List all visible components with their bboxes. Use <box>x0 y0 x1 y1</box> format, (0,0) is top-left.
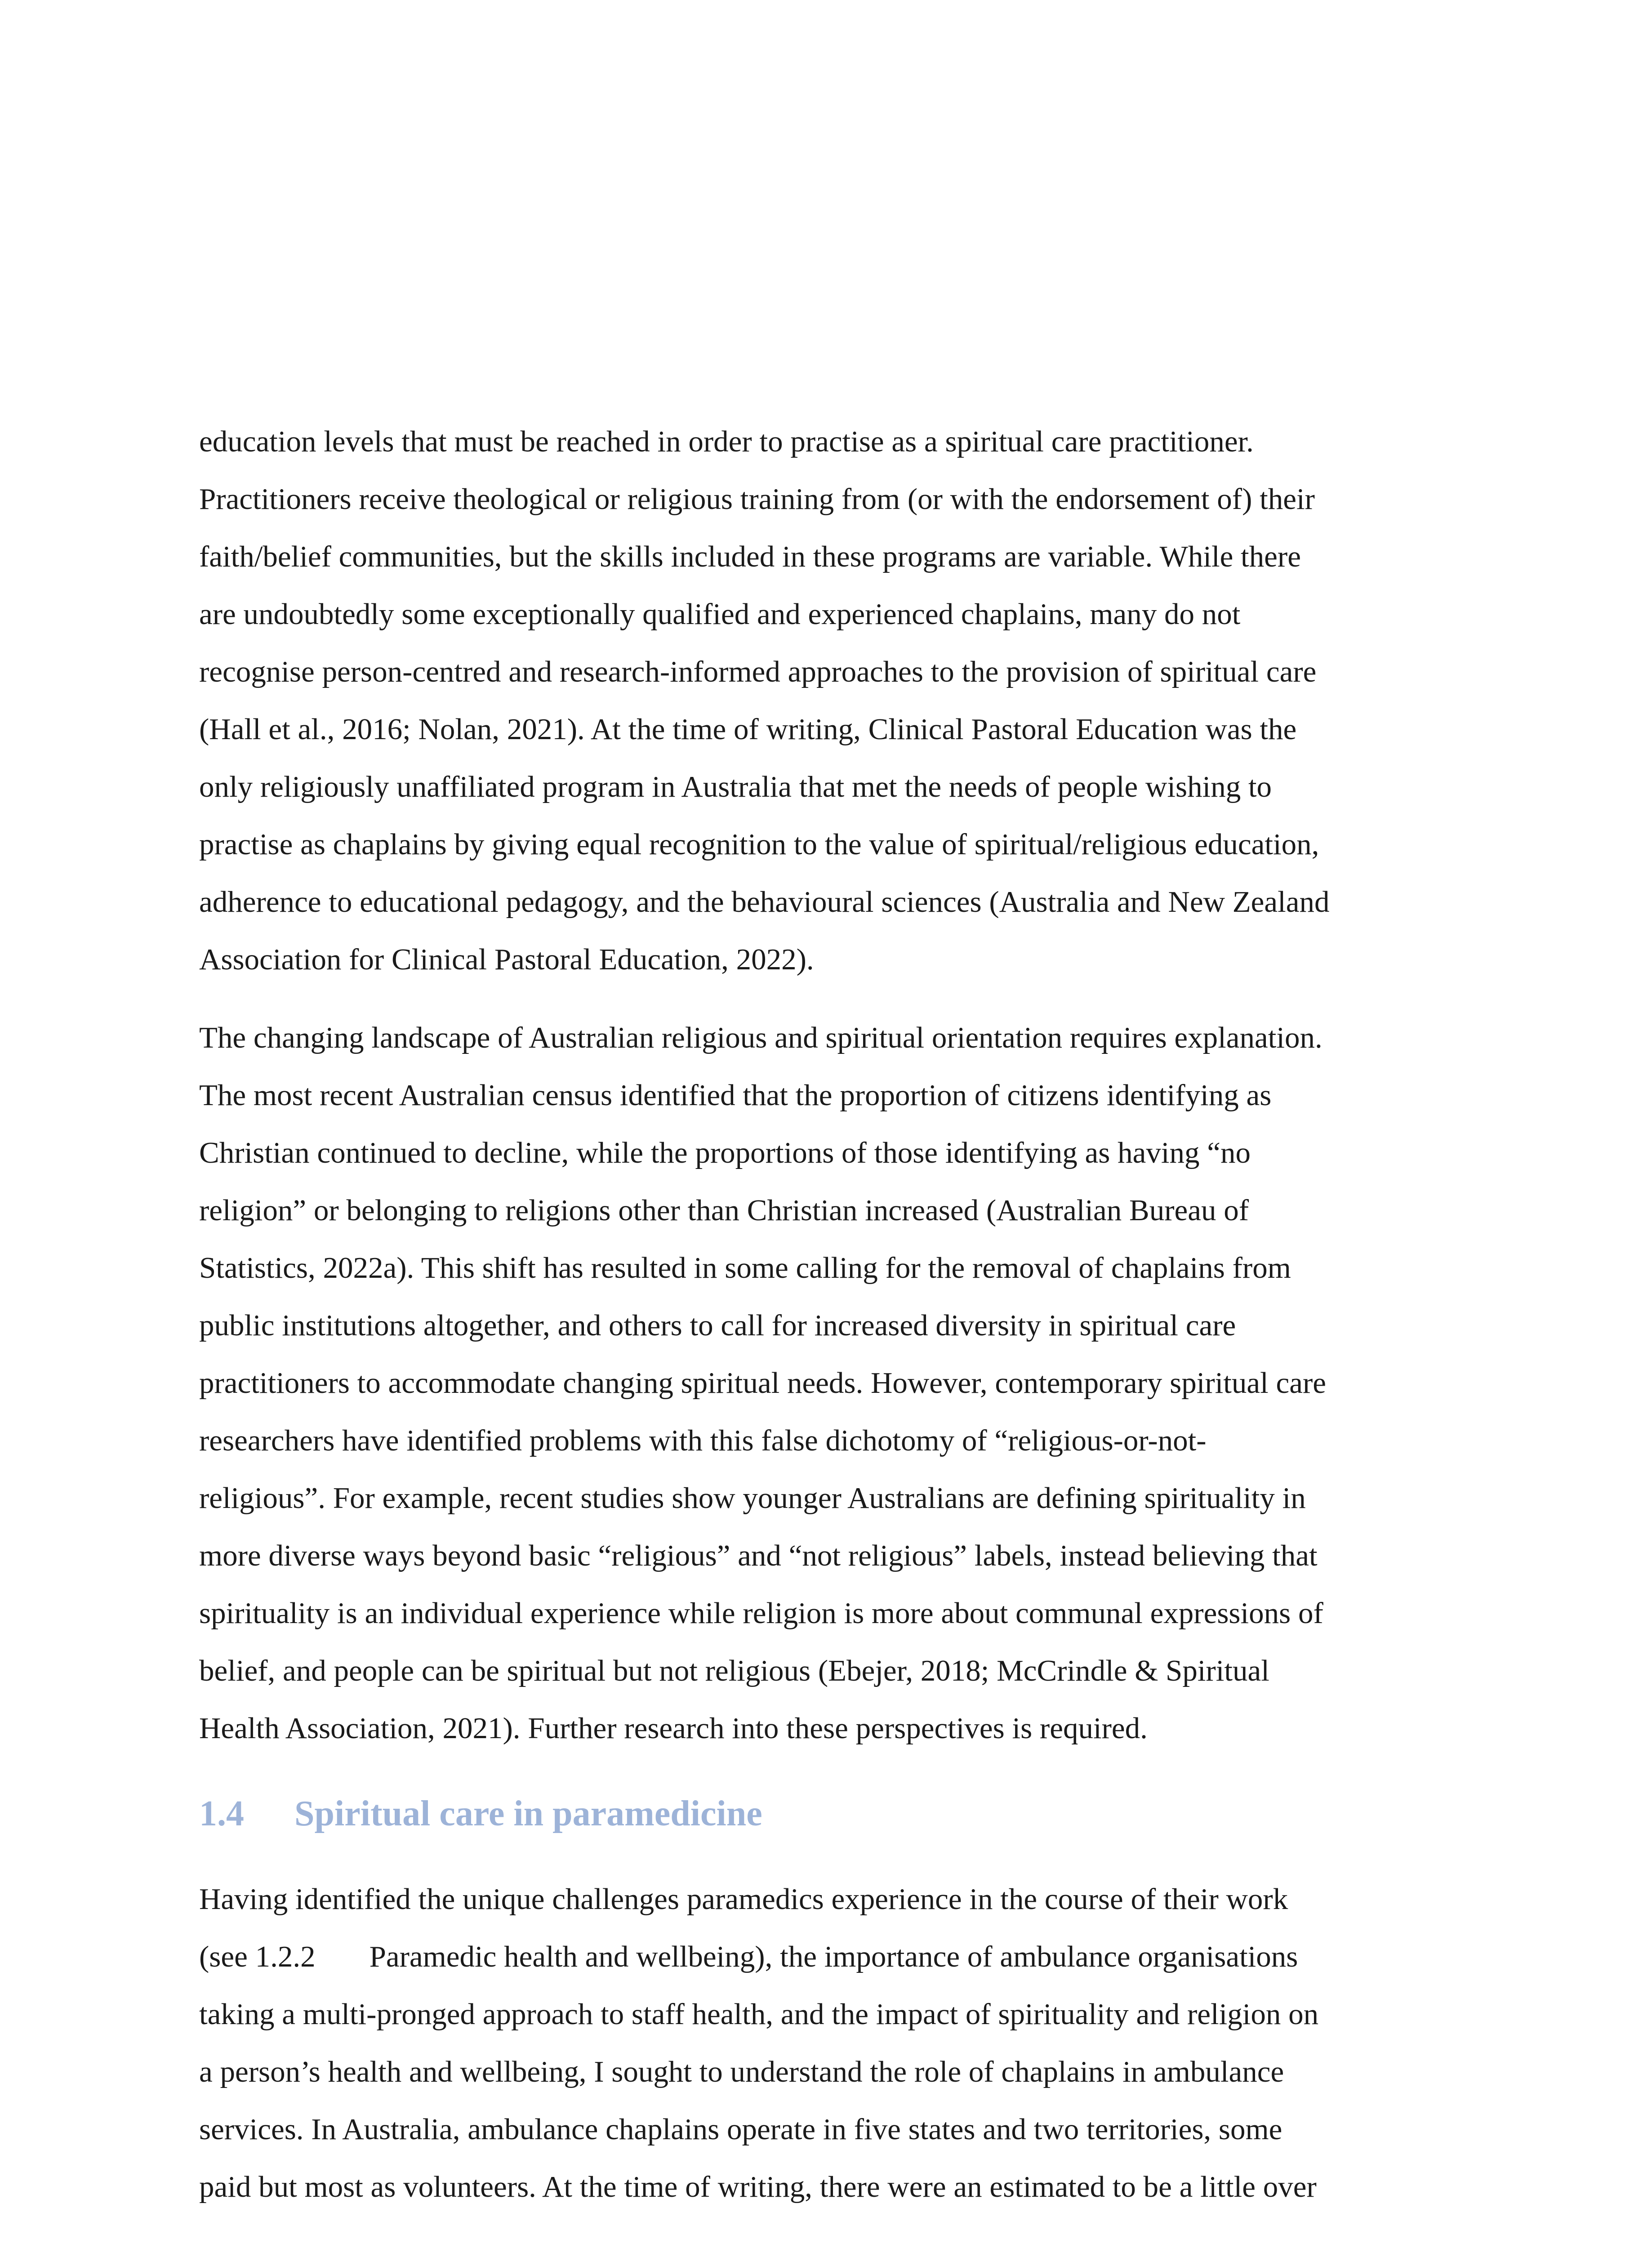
text-line: The changing landscape of Australian religious and spiritual orientation requires explanation. <box>199 1021 1322 1054</box>
text-line: Having identified the unique challenges paramedics experience in the course of their work <box>199 1882 1288 1916</box>
text-line: belief, and people can be spiritual but not religious (Ebejer, 2018; McCrindle & Spiritual <box>199 1654 1269 1687</box>
body-text <box>199 413 1453 2216</box>
text-line: Association for Clinical Pastoral Education, 2022). <box>199 943 814 976</box>
text-line: paid but most as volunteers. At the time of writing, there were an estimated to be a little over <box>199 2170 1317 2203</box>
text-line: services. In Australia, ambulance chaplains operate in five states and two territories, some <box>199 2113 1282 2146</box>
text-line: are undoubtedly some exceptionally qualified and experienced chaplains, many do not <box>199 598 1241 631</box>
text-line: only religiously unaffiliated program in Australia that met the needs of people wishing to <box>199 770 1272 803</box>
text-line: public institutions altogether, and others to call for increased diversity in spiritual care <box>199 1309 1236 1342</box>
paragraph-spiritual-care-education <box>199 413 1453 988</box>
paragraph-spiritual-care-paramedicine <box>199 1870 1453 2216</box>
text-line: Statistics, 2022a). This shift has resulted in some calling for the removal of chaplains from <box>199 1251 1291 1285</box>
paragraph-religious-landscape <box>199 1009 1453 1757</box>
text-line: practise as chaplains by giving equal recognition to the value of spiritual/religious education, <box>199 828 1319 861</box>
text-line: faith/belief communities, but the skills included in these programs are variable. While there <box>199 540 1301 573</box>
text-line: The most recent Australian census identified that the proportion of citizens identifying as <box>199 1079 1272 1112</box>
text-line: adherence to educational pedagogy, and the behavioural sciences (Australia and New Zealand <box>199 885 1330 919</box>
text-line: taking a multi-pronged approach to staff health, and the impact of spirituality and religion on <box>199 1998 1319 2031</box>
section-heading <box>199 1785 1453 1842</box>
text-line: education levels that must be reached in order to practise as a spiritual care practitioner. <box>199 425 1254 458</box>
section-number: 1.4 <box>199 1794 244 1833</box>
text-line: (Hall et al., 2016; Nolan, 2021). At the time of writing, Clinical Pastoral Education was the <box>199 713 1297 746</box>
text-line: Health Association, 2021). Further research into these perspectives is required. <box>199 1712 1148 1745</box>
cross-reference-text: Paramedic health and wellbeing), the importance of ambulance organisations <box>369 1940 1298 1973</box>
text-line: recognise person-centred and research-informed approaches to the provision of spiritual care <box>199 655 1317 688</box>
text-line: practitioners to accommodate changing spiritual needs. However, contemporary spiritual care <box>199 1366 1327 1400</box>
text-line: Practitioners receive theological or religious training from (or with the endorsement of) their <box>199 482 1315 516</box>
text-line-cross-reference <box>199 1928 1453 1985</box>
section-title: Spiritual care in paramedicine <box>294 1794 762 1833</box>
text-line: more diverse ways beyond basic “religious” and “not religious” labels, instead believing that <box>199 1539 1318 1572</box>
text-line: spirituality is an individual experience while religion is more about communal expressions of <box>199 1597 1323 1630</box>
text-line: Christian continued to decline, while the proportions of those identifying as having “no <box>199 1136 1251 1169</box>
text-line: researchers have identified problems with this false dichotomy of “religious-or-not- <box>199 1424 1207 1457</box>
text-line: religious”. For example, recent studies show younger Australians are defining spirituality in <box>199 1481 1306 1515</box>
paragraph-spacing <box>199 988 1453 1009</box>
text-line: religion” or belonging to religions other than Christian increased (Australian Bureau of <box>199 1194 1249 1227</box>
text-line: a person’s health and wellbeing, I sought to understand the role of chaplains in ambulance <box>199 2055 1284 2088</box>
cross-reference-number: (see 1.2.2 <box>199 1940 316 1973</box>
